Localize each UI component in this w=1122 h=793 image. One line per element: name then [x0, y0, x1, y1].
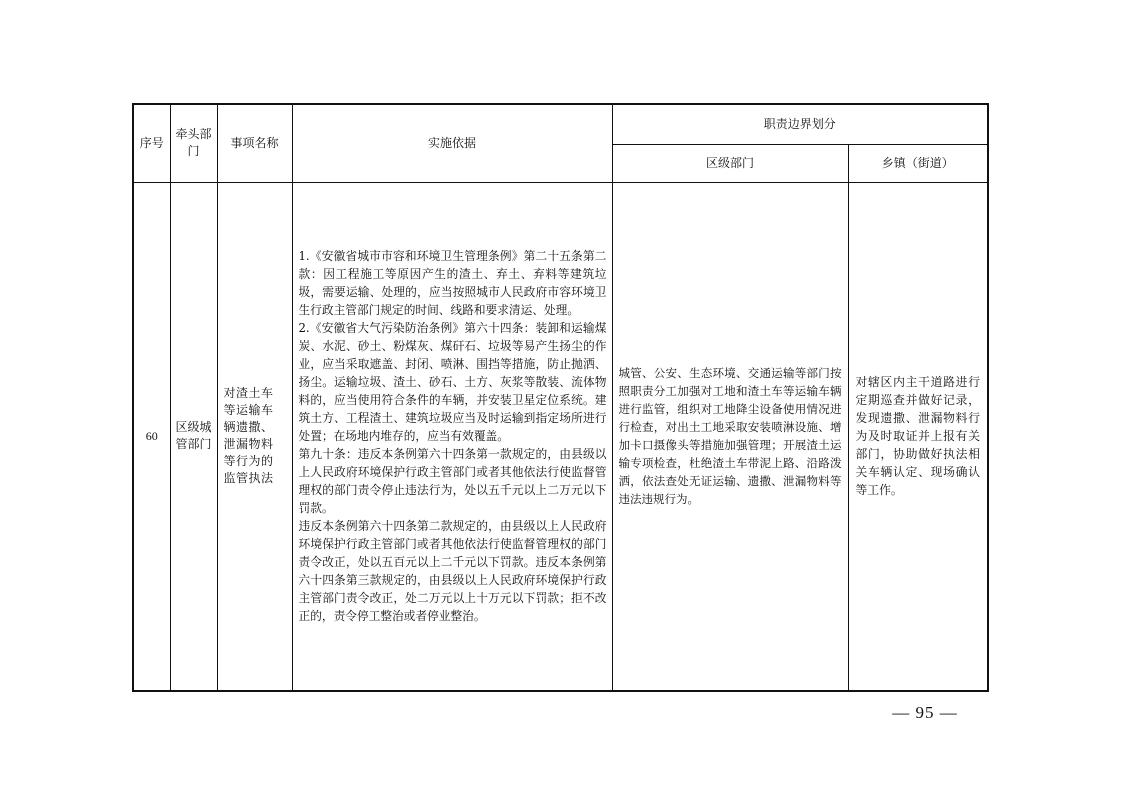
cell-seq: 60	[133, 182, 170, 691]
cell-item-name: 对渣土车等运输车辆遗撒、泄漏物料等行为的监管执法	[217, 182, 292, 691]
header-lead-dept: 牵头部门	[170, 104, 217, 182]
cell-basis	[292, 182, 612, 691]
header-district: 区级部门	[612, 144, 848, 182]
cell-district: 城管、公安、生态环境、交通运输等部门按照职责分工加强对工地和渣土车等运输车辆进行监管，组织对工地降尘设备使用情况进行检查，对出土工地采取安装喷淋设施、增加卡口摄像头等措施加强管理；开展渣土运输专项检查，杜绝渣土车带泥上路、沿路泼洒，依法查处无证运输、遗撒、泄漏物料等违法违规行为。	[612, 182, 848, 691]
header-basis: 实施依据	[292, 104, 612, 182]
cell-township: 对辖区内主干道路进行定期巡查并做好记录，发现遗撒、泄漏物料行为及时取证并上报有关部门，协助做好执法相关车辆认定、现场确认等工作。	[848, 182, 988, 691]
basis-paragraph: 违反本条例第六十四条第二款规定的，由县级以上人民政府环境保护行政主管部门或者其他依法行使监督管理权的部门责令改正，处以五百元以上二千元以下罚款。违反本条例第六十四条第三款规定的，由县级以上人民政府环境保护行政主管部门责令改正，处二万元以上十万元以下罚款；拒不改正的，责令停工整治或者停业整治。	[298, 519, 607, 624]
header-item-name: 事项名称	[217, 104, 292, 182]
responsibility-table	[132, 103, 989, 692]
page-number: — 95 —	[892, 703, 958, 722]
header-responsibility: 职责边界划分	[612, 104, 988, 144]
basis-paragraph: 第九十条：违反本条例第六十四条第一款规定的，由县级以上人民政府环境保护行政主管部门或者其他依法行使监督管理权的部门责令停止违法行为，处以五千元以上二万元以下罚款。	[298, 447, 607, 516]
basis-paragraph: 1.《安徽省城市市容和环境卫生管理条例》第二十五条第二款：因工程施工等原因产生的渣土、弃土、弃料等建筑垃圾，需要运输、处理的，应当按照城市人民政府市容环境卫生行政主管部门规定的时间、线路和要求清运、处理。	[298, 249, 607, 318]
table-row	[133, 182, 988, 691]
header-seq: 序号	[133, 104, 170, 182]
basis-paragraph: 2.《安徽省大气污染防治条例》第六十四条：装卸和运输煤炭、水泥、砂土、粉煤灰、煤矸石、垃圾等易产生扬尘的作业，应当采取遮盖、封闭、喷淋、围挡等措施，防止抛洒、扬尘。运输垃圾、渣土、砂石、土方、灰浆等散装、流体物料的，应当使用符合条件的车辆，并安装卫星定位系统。建筑土方、工程渣土、建筑垃圾应当及时运输到指定场所进行处置；在场地内堆存的，应当有效覆盖。	[298, 321, 607, 444]
cell-lead-dept: 区级城管部门	[170, 182, 217, 691]
header-township: 乡镇（街道）	[848, 144, 988, 182]
